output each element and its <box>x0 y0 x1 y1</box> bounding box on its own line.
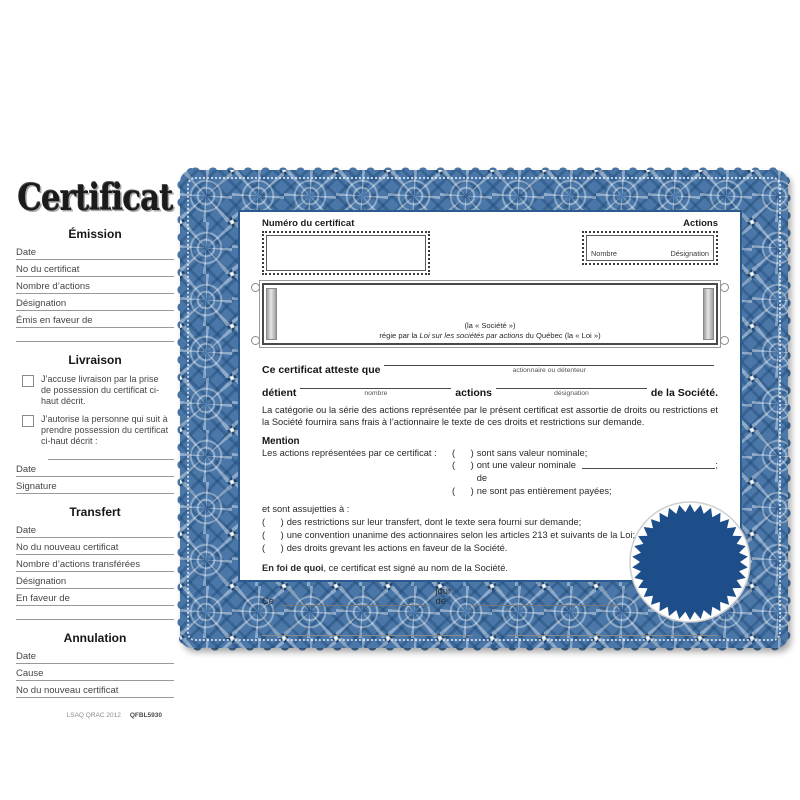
certificate-number-box-inner <box>266 235 426 271</box>
mention-lead: Les actions représentées par ce certificat : <box>262 447 437 458</box>
annulation-heading: Annulation <box>63 630 127 645</box>
mention-row-2 <box>262 459 718 485</box>
checkbox-label: J’accuse livraison par la prise de possession du certificat ci-haut décrit. <box>41 374 160 406</box>
nombre-line <box>300 376 451 399</box>
form-number: QFBL5930 <box>129 711 162 719</box>
field-row-signature <box>16 477 174 494</box>
field-label: No du nouveau certificat <box>16 541 119 553</box>
field-label: Nombre d’actions <box>16 281 90 292</box>
ce-label: Ce <box>262 596 274 607</box>
field-row-in-favour-of <box>16 589 174 606</box>
write-line <box>472 594 620 606</box>
spacer <box>262 459 452 485</box>
field-row-new-certificate-number <box>16 681 174 698</box>
jour-de-label: jour de <box>435 586 452 607</box>
corner-dot-icon <box>251 336 260 345</box>
field-label: Émis en faveur de <box>16 315 93 326</box>
mention-option: ne sont pas entièrement payées; <box>476 486 612 497</box>
field-row-designation <box>16 294 174 311</box>
field-row-issued-to <box>16 311 174 328</box>
top-boxes-row <box>262 218 718 275</box>
checkbox-bracket[interactable]: ( ) <box>262 543 284 554</box>
transfert-heading: Transfert <box>69 504 121 519</box>
loi-caption <box>264 331 716 340</box>
loi-caption-post: du Québec (la « Loi ») <box>523 330 601 340</box>
write-line <box>300 376 451 389</box>
write-line <box>582 459 715 469</box>
rights-paragraph: La catégorie ou la série des actions représentée par le présent certificat est assortie de droits ou restrictions et la Société fournira sans frais à l’actionnaire le texte de ces droits et restrictions sur demande. <box>262 405 718 428</box>
checkbox-bracket[interactable]: ( ) <box>452 486 474 497</box>
corner-dot-icon <box>251 283 260 292</box>
field-row-date <box>16 243 174 260</box>
field-label: Signature <box>16 480 57 492</box>
field-label: Désignation <box>16 298 67 309</box>
emission-heading: Émission <box>68 227 122 241</box>
mention-heading: Mention <box>262 435 300 447</box>
actions-designation-column: Désignation <box>670 249 709 258</box>
subject-option: des restrictions sur leur transfert, dont le texte sera fourni sur demande; <box>286 516 582 527</box>
checkbox-bracket[interactable]: ( ) <box>262 530 284 541</box>
field-row-date <box>16 460 174 477</box>
mention-option-suffix: ; <box>715 460 718 471</box>
mention-option: ont une valeur nominale de <box>476 460 576 484</box>
loi-caption-italic: Loi sur les sociétés par actions <box>419 330 524 340</box>
blank-write-line <box>48 447 174 460</box>
checkbox[interactable] <box>22 375 34 387</box>
field-row-date <box>16 647 174 664</box>
form-reference: LSAQ QRAC 2012 <box>66 711 121 719</box>
delivery-checkbox-row-1 <box>16 374 174 407</box>
corner-dot-icon <box>720 336 729 345</box>
field-row-designation <box>16 572 174 589</box>
actions-box-inner <box>586 235 714 261</box>
holder-caption: actionnaire ou détenteur <box>512 367 586 374</box>
mention-row-1 <box>262 447 718 460</box>
field-row-new-certificate-number <box>16 538 174 555</box>
signature-line <box>507 625 718 636</box>
certificate-stub <box>16 176 174 719</box>
subject-lead: et sont assujetties à : <box>262 503 350 514</box>
field-row-share-count <box>16 277 174 294</box>
witness-bold: En foi de quoi <box>262 563 324 574</box>
company-name-box <box>262 283 718 345</box>
nombre-caption: nombre <box>364 390 388 397</box>
field-label: Désignation <box>16 575 67 587</box>
stub-title: Certificat <box>17 176 173 220</box>
write-line <box>384 353 714 366</box>
checkbox-label: J’autorise la personne qui suit à prendre possession du certificat ci-haut décrit : <box>41 413 169 446</box>
field-label: No du nouveau certificat <box>16 684 119 696</box>
subject-option: une convention unanime des actionnaires selon les articles 213 et suivants de la Loi; <box>286 530 636 541</box>
certificate-number-block <box>262 218 430 275</box>
actions-block <box>582 218 718 275</box>
mention-option: sont sans valeur nominale; <box>476 447 588 458</box>
signature-row <box>262 625 718 636</box>
field-label: No du certificat <box>16 264 80 275</box>
seal-icon <box>628 500 752 624</box>
designation-line <box>496 376 647 399</box>
subject-option: des droits grevant les actions en faveur de la Société. <box>286 543 508 554</box>
field-row-date <box>16 521 174 538</box>
field-label: Nombre d’actions transférées <box>16 558 141 570</box>
designation-caption: désignation <box>554 390 589 397</box>
detient-row <box>262 376 718 399</box>
attest-lead: Ce certificat atteste que <box>262 364 381 376</box>
blank-write-line <box>16 606 174 620</box>
actions-word: actions <box>455 387 493 399</box>
company-captions <box>264 321 716 340</box>
certificate-number-box <box>262 231 430 275</box>
actions-nombre-column: Nombre <box>591 249 617 258</box>
field-label: Date <box>16 247 37 258</box>
societe-caption: (la « Société ») <box>464 321 516 331</box>
checkbox-bracket[interactable]: ( ) <box>452 447 474 458</box>
loi-caption-pre: régie par la <box>379 330 420 340</box>
certificate-number-label: Numéro du certificat <box>262 218 355 229</box>
delivery-checkbox-row-2 <box>16 414 174 447</box>
detient-label: détient <box>262 387 297 399</box>
signature-line <box>262 625 473 636</box>
field-label: Date <box>16 463 37 475</box>
stub-footer <box>16 712 174 719</box>
checkbox[interactable] <box>22 415 34 427</box>
field-label: Date <box>16 650 37 662</box>
field-row-certificate-number <box>16 260 174 277</box>
attest-row <box>262 353 718 376</box>
corner-dot-icon <box>720 283 729 292</box>
holder-line <box>384 353 714 376</box>
field-row-shares-transferred <box>16 555 174 572</box>
mention-row-3 <box>262 485 718 498</box>
witness-rest: , ce certificat est signé au nom de la Société. <box>323 563 508 574</box>
field-label: Cause <box>16 667 44 679</box>
blank-write-line <box>16 328 174 342</box>
checkbox-bracket[interactable]: ( ) <box>262 516 284 527</box>
livraison-heading: Livraison <box>68 353 122 367</box>
societe-tail: de la Société. <box>650 387 718 399</box>
field-label: En faveur de <box>16 592 70 604</box>
actions-box <box>582 231 718 265</box>
field-label: Date <box>16 524 37 536</box>
write-line <box>282 594 428 606</box>
spacer <box>262 485 452 498</box>
field-row-cause <box>16 664 174 681</box>
corporate-seal <box>628 500 752 624</box>
actions-label: Actions <box>683 218 718 229</box>
checkbox-bracket[interactable]: ( ) <box>452 460 474 471</box>
write-line <box>496 376 647 389</box>
